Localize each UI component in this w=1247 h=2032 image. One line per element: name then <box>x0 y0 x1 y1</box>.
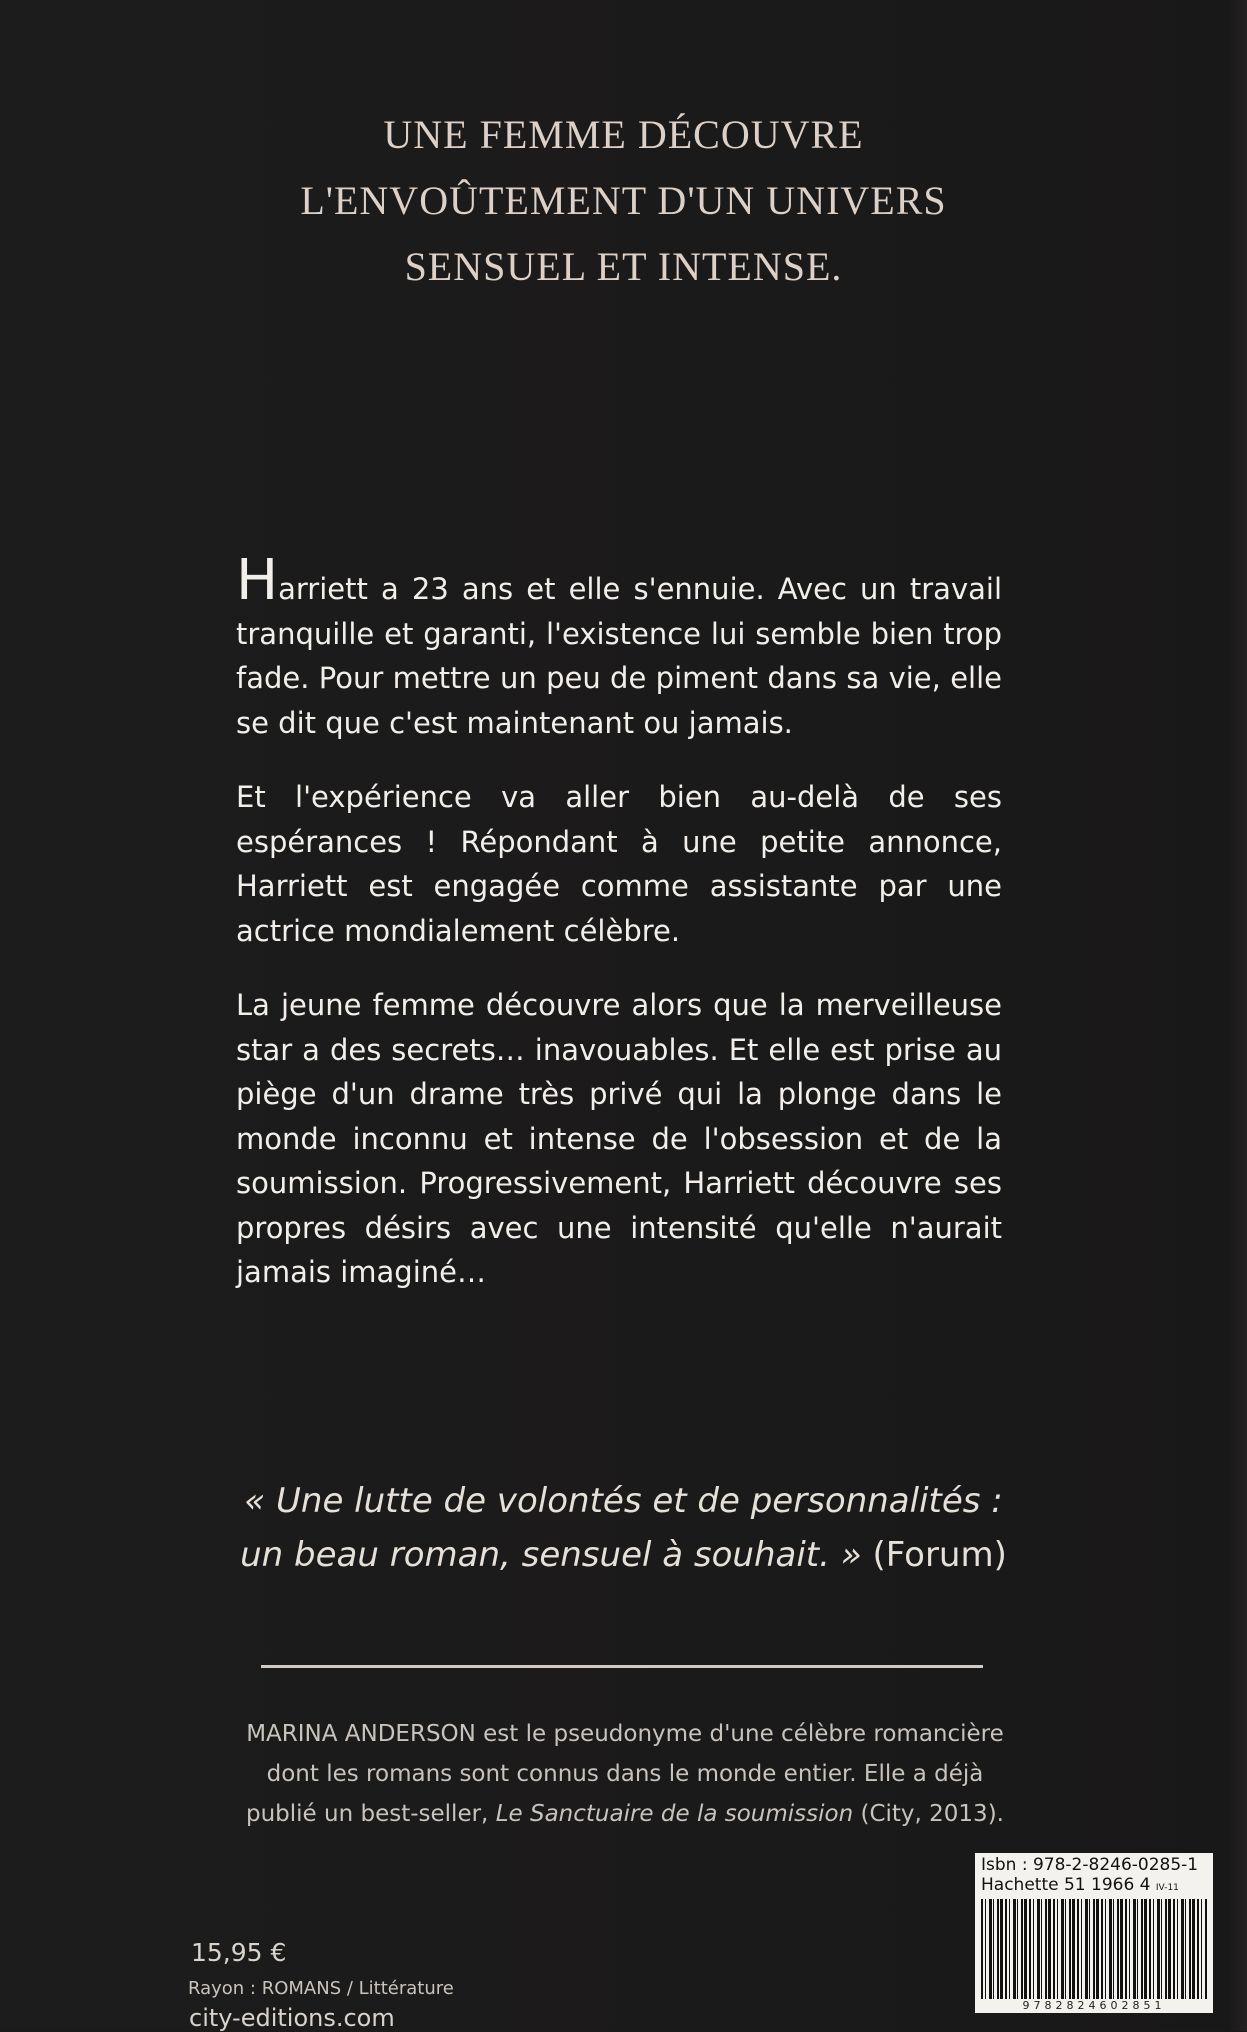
author-line-2: dont les romans sont connus dans le monde entier. Elle a déjà <box>266 1761 984 1787</box>
isbn-text: Isbn : 978-2-8246-0285-1 <box>981 1855 1199 1875</box>
tagline-line-2: L'ENVOÛTEMENT D'UN UNIVERS <box>300 178 947 223</box>
hachette-suffix: IV-11 <box>1155 1883 1179 1893</box>
tagline <box>0 102 1247 300</box>
tagline-line-1: UNE FEMME DÉCOUVRE <box>383 112 864 157</box>
blurb-paragraph-1-text: arriett a 23 ans et elle s'ennuie. Avec un travail tranquille et garanti, l'existence lui semble bien trop fade. Pour mettre un peu de piment dans sa vie, elle se dit que c'est maintenant ou jamais. <box>236 572 1002 740</box>
publisher-website: city-editions.com <box>189 2004 395 2032</box>
author-line-1: MARINA ANDERSON est le pseudonyme d'une célèbre romancière <box>246 1721 1004 1747</box>
book-title: Le Sanctuaire de la soumission <box>495 1801 854 1827</box>
quote-line-1: « Une lutte de volontés et de personnalités : <box>244 1481 1003 1521</box>
blurb <box>236 548 1002 1325</box>
barcode-icon <box>981 1899 1207 1999</box>
tagline-line-3: SENSUEL ET INTENSE. <box>404 244 843 289</box>
drop-cap: H <box>236 548 279 613</box>
press-quote <box>0 1474 1247 1582</box>
quote-source: (Forum) <box>872 1535 1007 1575</box>
spine-edge <box>1229 0 1247 2031</box>
blurb-paragraph-3: La jeune femme découvre alors que la merveilleuse star a des secrets… inavouables. Et elle est prise au piège d'un drame très privé qui la plonge dans le monde inconnu et intense de l'obsession et de la soumission. Progressivement, Harriett découvre ses propres désirs avec une intensité qu'elle n'aurait jamais imaginé… <box>236 988 1002 1289</box>
hachette-code-line: Hachette 51 1966 4 IV-11 <box>981 1875 1179 1895</box>
rayon-category: Rayon : ROMANS / Littérature <box>188 1978 454 1999</box>
blurb-paragraph-1 <box>236 548 1002 745</box>
barcode-label <box>975 1853 1213 2013</box>
author-line-3: publié un best-seller, Le Sanctuaire de la soumission (City, 2013). <box>246 1801 1004 1827</box>
barcode-digits: 9782824602851 <box>1022 1999 1166 2012</box>
author-note <box>180 1714 1070 1834</box>
price: 15,95 € <box>191 1938 287 1967</box>
quote-line-2: un beau roman, sensuel à souhait. » (Forum) <box>240 1535 1007 1575</box>
divider-rule <box>261 1665 983 1668</box>
blurb-paragraph-2: Et l'expérience va aller bien au-delà de ses espérances ! Répondant à une petite annonce, Harriett est engagée comme assistante par une actrice mondialement célèbre. <box>236 780 1002 948</box>
